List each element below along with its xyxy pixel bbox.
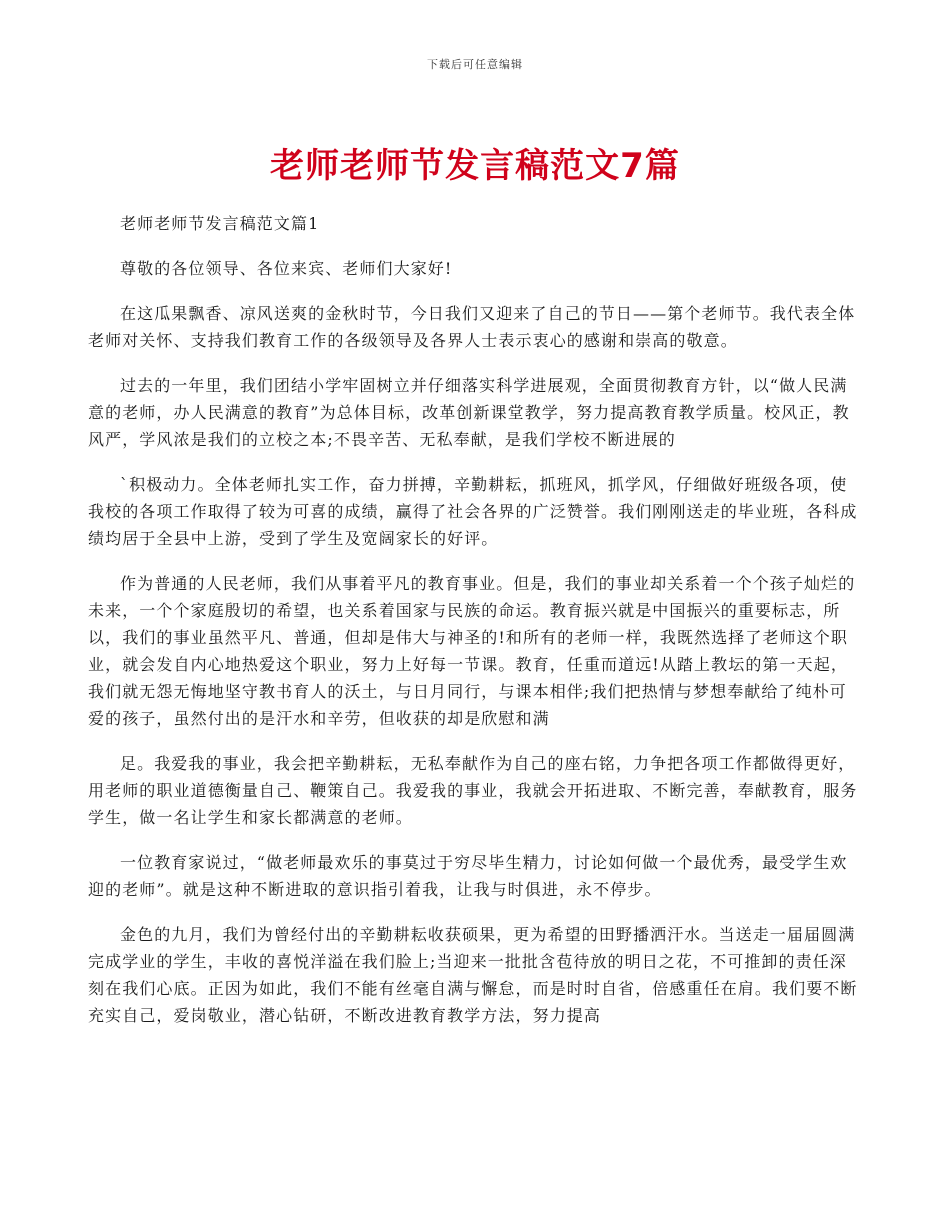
document-title: 老师老师节发言稿范文7篇 xyxy=(270,146,680,186)
paragraph: `积极动力。全体老师扎实工作，奋力拼搏，辛勤耕耘，抓班风，抓学风，仔细做好班级各项，使我校的各项工作取得了较为可喜的成绩，赢得了社会各界的广泛赞誉。我们刚刚送走的毕业班，各科成绩均居于全县中上游，受到了学生及宽阔家长的好评。 xyxy=(88,475,858,548)
paragraph: 过去的一年里，我们团结小学牢固树立并仔细落实科学进展观，全面贯彻教育方针，以“做人民满意的老师，办人民满意的教育”为总体目标，改革创新课堂教学，努力提高教育教学质量。校风正，教风严，学风浓是我们的立校之本;不畏辛苦、无私奉献，是我们学校不断进展的 xyxy=(88,376,850,449)
paragraph: 在这瓜果飘香、凉风送爽的金秋时节，今日我们又迎来了自己的节日——第个老师节。我代表全体老师对关怀、支持我们教育工作的各级领导及各界人士表示衷心的感谢和崇高的敬意。 xyxy=(88,304,856,350)
section-heading: 老师老师节发言稿范文篇1 xyxy=(120,214,320,233)
paragraph: 一位教育家说过，“做老师最欢乐的事莫过于穷尽毕生精力，讨论如何做一个最优秀，最受学生欢迎的老师”。就是这种不断进取的意识指引着我，让我与时俱进，永不停步。 xyxy=(88,853,848,899)
header-note: 下载后可任意编辑 xyxy=(427,58,523,71)
paragraph: 尊敬的各位领导、各位来宾、老师们大家好! xyxy=(120,259,453,278)
paragraph: 作为普通的人民老师，我们从事着平凡的教育事业。但是，我们的事业却关系着一个个孩子灿烂的未来，一个个家庭殷切的希望，也关系着国家与民族的命运。教育振兴就是中国振兴的重要标志，所以，我们的事业虽然平凡、普通，但却是伟大与神圣的!和所有的老师一样，我既然选择了老师这个职业，就会发自内心地热爱这个职业，努力上好每一节课。教育，任重而道远!从踏上教坛的第一天起，我们就无怨无悔地坚守教书育人的沃土，与日月同行，与课本相伴;我们把热情与梦想奉献给了纯朴可爱的孩子，虽然付出的是汗水和辛劳，但收获的却是欣慰和满 xyxy=(88,574,856,728)
paragraph: 金色的九月，我们为曾经付出的辛勤耕耘收获硕果，更为希望的田野播洒汗水。当送走一届届圆满完成学业的学生，丰收的喜悦洋溢在我们脸上;当迎来一批批含苞待放的明日之花，不可推卸的责任深刻在我们心底。正因为如此，我们不能有丝毫自满与懈怠，而是时时自省，倍感重任在肩。我们要不断充实自己，爱岗敬业，潜心钻研，不断改进教育教学方法，努力提高 xyxy=(88,925,858,1025)
document-body xyxy=(88,210,863,1047)
paragraph: 足。我爱我的事业，我会把辛勤耕耘，无私奉献作为自己的座右铭，力争把各项工作都做得更好，用老师的职业道德衡量自己、鞭策自己。我爱我的事业，我就会开拓进取、不断完善，奉献教育，服务学生，做一名让学生和家长都满意的老师。 xyxy=(88,754,858,827)
